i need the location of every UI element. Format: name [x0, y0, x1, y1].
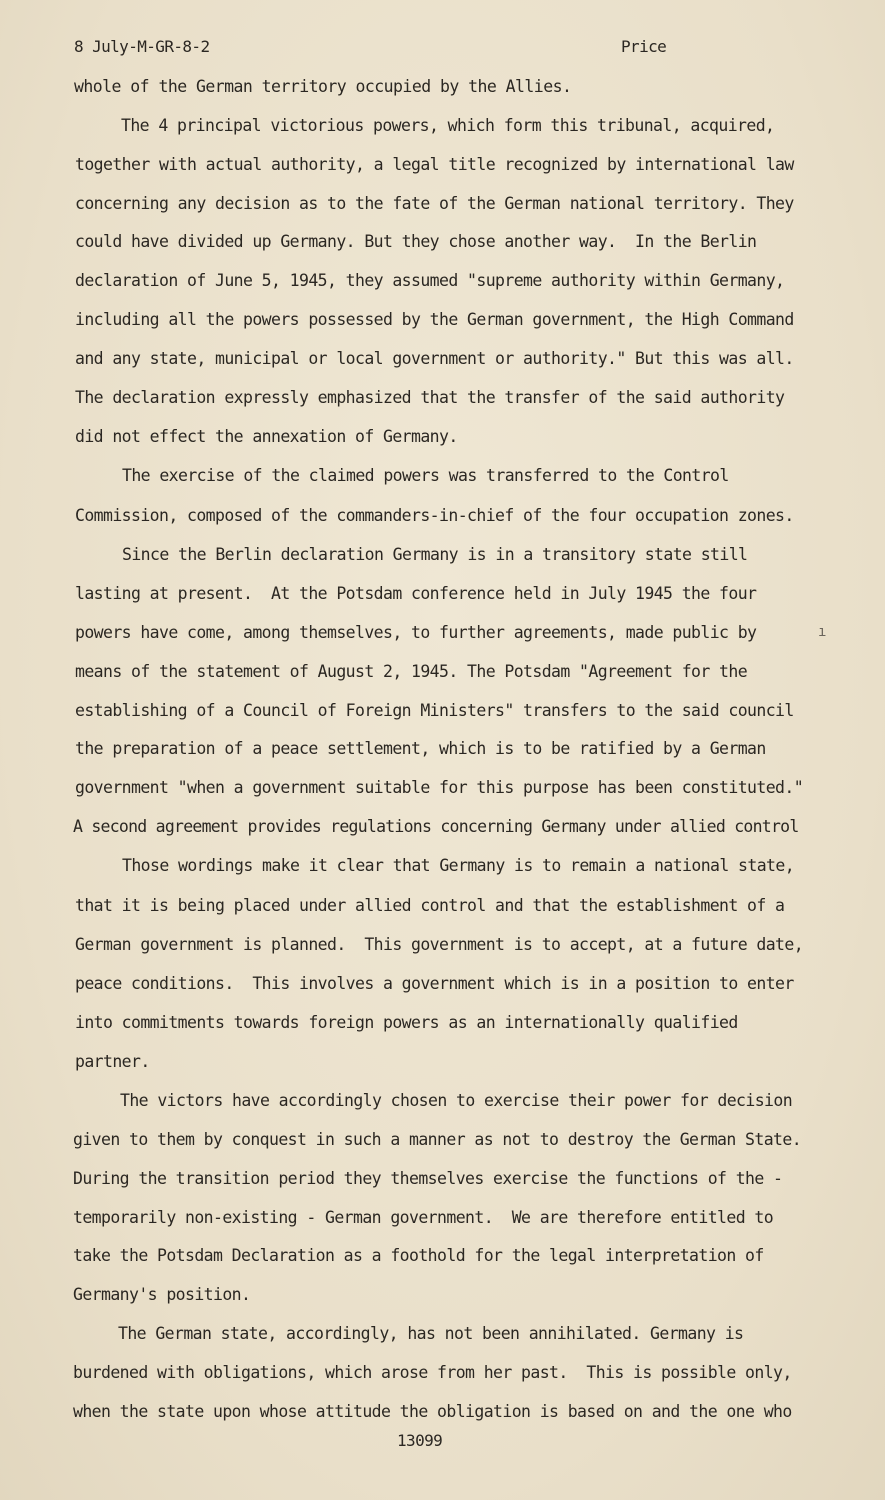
text-line: means of the statement of August 2, 1945. The Potsdam "Agreement for the	[75, 662, 748, 681]
text-line: concerning any decision as to the fate of the German national territory. They	[75, 194, 794, 213]
text-line: burdened with obligations, which arose from her past. This is possible only,	[73, 1363, 792, 1382]
text-line: could have divided up Germany. But they chose another way. In the Berlin	[75, 232, 757, 251]
text-line: German government is planned. This government is to accept, at a future date,	[75, 935, 804, 954]
text-line: including all the powers possessed by the German government, the High Command	[75, 310, 794, 329]
text-line: establishing of a Council of Foreign Ministers" transfers to the said council	[75, 701, 794, 720]
text-line: Since the Berlin declaration Germany is in a transitory state still	[122, 545, 748, 564]
text-line: did not effect the annexation of Germany.	[75, 427, 458, 446]
text-line: government "when a government suitable for this purpose has been constituted."	[75, 778, 804, 797]
text-line: temporarily non-existing - German government. We are therefore entitled to	[73, 1208, 774, 1227]
text-line: The declaration expressly emphasized that the transfer of the said authority	[75, 388, 785, 407]
text-line: partner.	[75, 1052, 150, 1071]
text-line: together with actual authority, a legal title recognized by international law	[75, 155, 794, 174]
text-line: A second agreement provides regulations concerning Germany under allied control	[73, 817, 799, 836]
margin-mark: ı	[818, 624, 827, 640]
text-line: declaration of June 5, 1945, they assumed "supreme authority within Germany,	[75, 271, 785, 290]
document-reference: 8 July-M-GR-8-2	[74, 37, 210, 56]
text-line: Those wordings make it clear that Germany is to remain a national state,	[122, 856, 795, 875]
page-number: 13099	[397, 1431, 443, 1450]
text-line: and any state, municipal or local government or authority." But this was all.	[75, 349, 794, 368]
text-line: Germany's position.	[73, 1285, 251, 1304]
text-line: peace conditions. This involves a government which is in a position to enter	[75, 974, 794, 993]
text-line: whole of the German territory occupied by the Allies.	[74, 77, 572, 96]
text-line: Commission, composed of the commanders-in-chief of the four occupation zones.	[75, 506, 794, 525]
text-line: The victors have accordingly chosen to exercise their power for decision	[120, 1091, 793, 1110]
text-line: into commitments towards foreign powers as an internationally qualified	[75, 1013, 738, 1032]
text-line: powers have come, among themselves, to further agreements, made public by	[75, 623, 757, 642]
text-line: given to them by conquest in such a manner as not to destroy the German State.	[73, 1130, 802, 1149]
text-line: The exercise of the claimed powers was transferred to the Control	[122, 466, 729, 485]
text-line: when the state upon whose attitude the obligation is based on and the one who	[73, 1402, 792, 1421]
witness-name: Price	[621, 37, 667, 56]
text-line: lasting at present. At the Potsdam conference held in July 1945 the four	[75, 584, 757, 603]
text-line: the preparation of a peace settlement, which is to be ratified by a German	[75, 739, 766, 758]
text-line: The 4 principal victorious powers, which form this tribunal, acquired,	[121, 116, 775, 135]
text-line: take the Potsdam Declaration as a foothold for the legal interpretation of	[73, 1246, 764, 1265]
text-line: During the transition period they themselves exercise the functions of the -	[73, 1169, 783, 1188]
text-line: The German state, accordingly, has not been annihilated. Germany is	[118, 1324, 744, 1343]
text-line: that it is being placed under allied control and that the establishment of a	[75, 896, 785, 915]
